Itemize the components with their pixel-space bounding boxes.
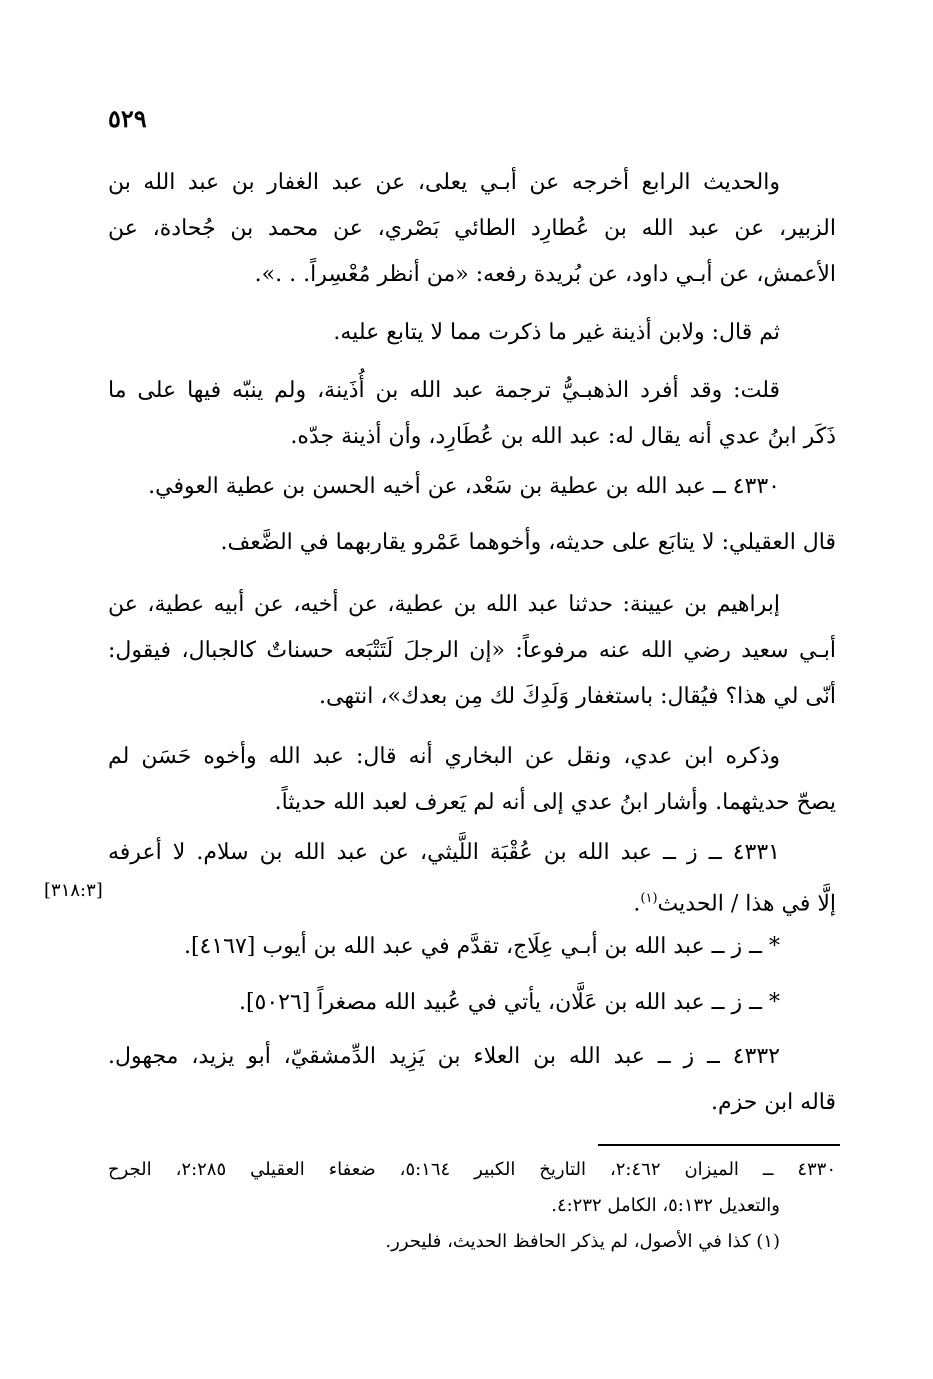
text-line: الأعمش، عن أبـي داود، عن بُريدة رفعه: «من أنظر مُعْسِراً. . .».: [254, 262, 836, 287]
text-line: ٤٣٣٠ ــ عبد الله بن عطية بن سَعْد، عن أخيه الحسن بن عطية العوفي.: [148, 474, 780, 499]
text-line: [108, 876, 836, 927]
footnote-line: والتعديل ٥:١٣٢، الكامل ٤:٢٣٢.: [551, 1195, 780, 1216]
text-line: والحديث الرابع أخرجه عن أبـي يعلى، عن عبد الغفار بن عبد الله بن: [108, 170, 780, 195]
entry-4331: [108, 830, 836, 927]
cross-reference-ilaj: [108, 924, 836, 970]
cross-reference-allan: [108, 980, 836, 1026]
text-line: ٤٣٣٢ ــ ز ــ عبد الله بن العلاء بن يَزِيد الدِّمشقيّ، أبو يزيد، مجهول.: [108, 1044, 780, 1069]
text-line: الزبير، عن عبد الله بن عُطارِد الطائي بَصْري، عن محمد بن جُحادة، عن: [108, 216, 836, 241]
footnote-separator: [598, 1144, 840, 1146]
text-line: * ــ ز ــ عبد الله بن أبـي عِلَاج، تقدَّم في عبد الله بن أيوب [٤١٦٧].: [183, 934, 780, 959]
footnote-marker: (١): [640, 891, 658, 906]
paragraph-ibn-adi: [108, 734, 836, 826]
text-line: قاله ابن حزم.: [710, 1090, 836, 1115]
entry-4332: [108, 1034, 836, 1126]
margin-reference: [٣١٨:٣]: [44, 880, 103, 901]
text-line: * ــ ز ــ عبد الله بن عَلَّان، يأتي في عُبيد الله مصغراً [٥٠٢٦].: [238, 990, 780, 1015]
text-line: يصحّ حديثهما. وأشار ابنُ عدي إلى أنه لم يَعرف لعبد الله حديثاً.: [274, 790, 836, 815]
paragraph-aqili: [108, 520, 836, 566]
text-line: أبـي سعيد رضي الله عنه مرفوعاً: «إن الرجلَ لَتَتْبَعه حسناتٌ كالجبال، فيقول:: [108, 638, 836, 663]
footnote-line: ٤٣٣٠ ــ الميزان ٢:٤٦٢، التاريخ الكبير ٥:١٦٤، ضعفاء العقيلي ٢:٢٨٥، الجرح: [108, 1159, 837, 1180]
text-line: قال العقيلي: لا يتابَع على حديثه، وأخوهما عَمْرو يقاربهما في الضَّعف.: [220, 530, 836, 555]
paragraph-then-said: [108, 310, 836, 356]
text-line: أنّى لي هذا؟ فيُقال: باستغفار وَلَدِكَ لك مِن بعدك»، انتهى.: [319, 684, 836, 709]
text-line: إبراهيم بن عيينة: حدثنا عبد الله بن عطية، عن أخيه، عن أبيه عطية، عن: [108, 592, 780, 617]
text-line: قلت: وقد أفرد الذهبـيُّ ترجمة عبد الله بن أُذَينة، ولم ينبّه فيها على ما: [108, 378, 780, 403]
paragraph-ibrahim: [108, 582, 836, 720]
text-segment: إلَّا في هذا / الحديث: [657, 891, 836, 917]
text-line: ٤٣٣١ ــ ز ــ عبد الله بن عُقْبَة اللَّيثي، عن عبد الله بن سلام. لا أعرفه: [108, 840, 780, 865]
entry-4330: [108, 464, 836, 510]
text-line: ثم قال: ولابن أذينة غير ما ذكرت مما لا يتابع عليه.: [333, 320, 780, 345]
page-number: ٥٢٩: [108, 104, 147, 133]
text-segment: .: [633, 891, 641, 917]
text-line: وذكره ابن عدي، ونقل عن البخاري أنه قال: عبد الله وأخوه حَسَن لم: [108, 744, 780, 769]
footnotes: [108, 1152, 836, 1260]
paragraph-comment: [108, 368, 836, 460]
paragraph-hadith-four: [108, 160, 836, 298]
text-line: ذَكَر ابنُ عدي أنه يقال له: عبد الله بن عُطَارِد، وأن أذينة جدّه.: [290, 424, 836, 449]
footnote-line: (١) كذا في الأصول، لم يذكر الحافظ الحديث، فليحرر.: [385, 1231, 780, 1252]
